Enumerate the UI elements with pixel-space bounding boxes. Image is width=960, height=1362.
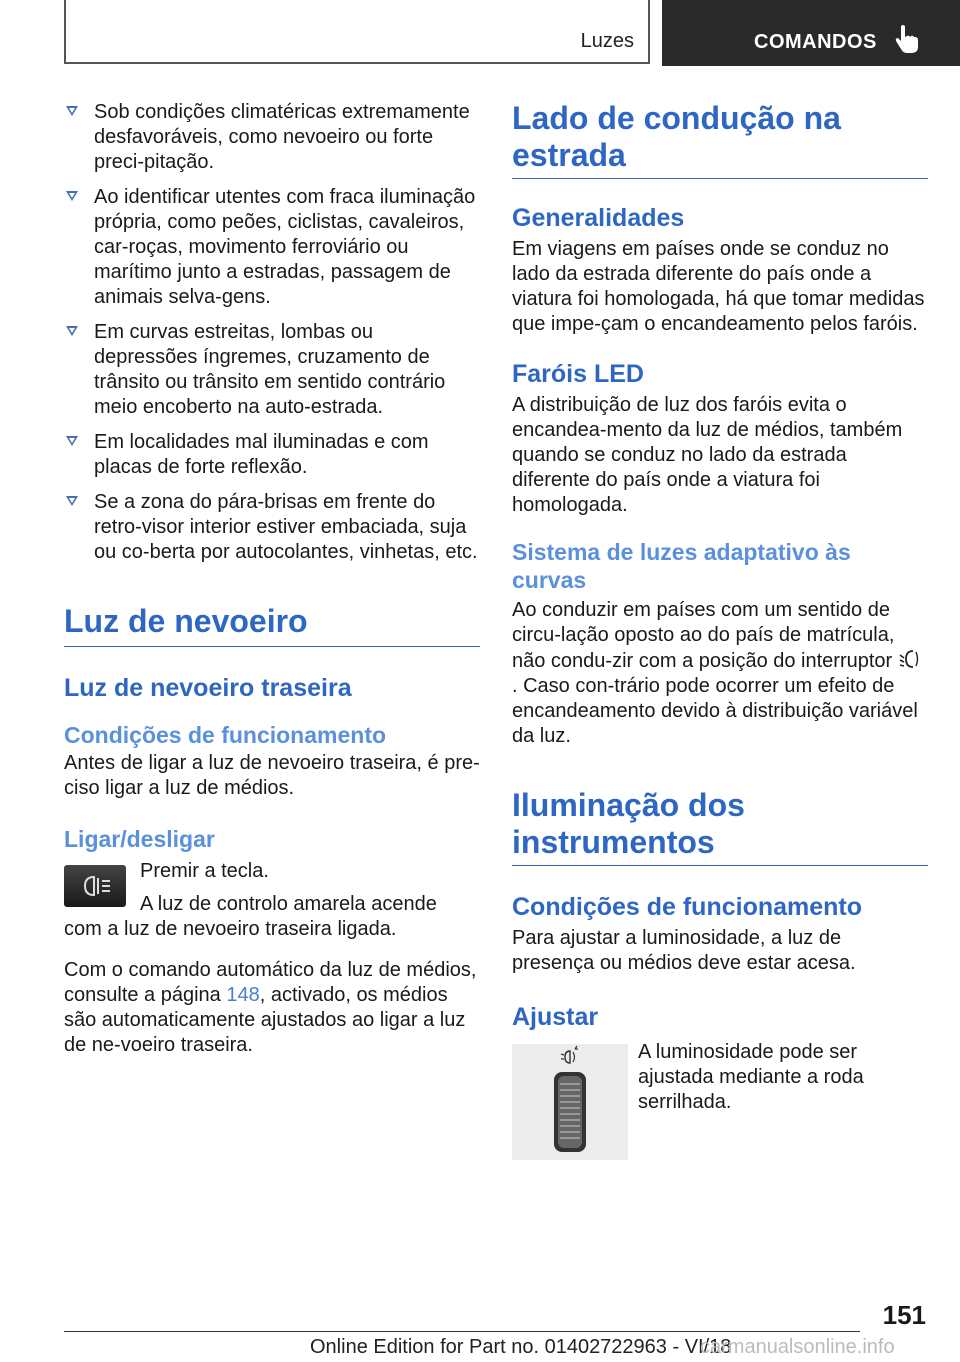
footer-edition: Online Edition for Part no. 01402722963 - VI/18	[310, 1336, 732, 1358]
paragraph-adjust: A luminosidade pode ser ajustada mediante a roda serrilhada.	[638, 1041, 864, 1113]
side-heading-block	[512, 100, 928, 179]
triangle-bullet-icon	[66, 436, 78, 446]
triangle-bullet-icon	[66, 191, 78, 201]
header-chapter-title: COMANDOS	[754, 31, 877, 53]
left-column	[64, 100, 480, 1058]
heading-adaptive: Sistema de luzes adaptativo às curvas	[512, 539, 851, 593]
paragraph-adaptive: Ao conduzir em países com um sentido de circu-lação oposto ao do país de matrícula, não condu-zir com a posição do interruptor . Caso con-trário pode ocorrer um efeito de encandeamento devido à distribuição variável da luz.	[512, 598, 928, 749]
heading-instrument-lighting: Iluminação dos instrumentos	[512, 787, 745, 860]
conditions-list	[64, 100, 480, 565]
header-section-box	[64, 0, 650, 64]
paragraph-auto-beam: Com o comando automático da luz de médios, consulte a página 148, activado, os médios são automaticamente ajustados ao ligar a luz de ne-voeiro traseira.	[64, 959, 477, 1056]
triangle-bullet-icon	[66, 326, 78, 336]
heading-led: Faróis LED	[512, 360, 644, 388]
paragraph-general: Em viagens em países onde se conduz no lado da estrada diferente do país onde a viatura foi homologada, há que tomar medidas que impe-çam o encandeamento pelos faróis.	[512, 238, 925, 335]
rear-fog-light-button-icon	[64, 865, 126, 907]
list-item: Sob condições climatéricas extremamente desfavoráveis, como nevoeiro ou forte preci-pitação.	[64, 100, 480, 175]
fog-heading-block	[64, 603, 480, 647]
heading-road-side: Lado de condução na estrada	[512, 100, 841, 173]
list-item: Se a zona do pára-brisas em frente do retro-visor interior estiver embaciada, suja ou co-berta por autocolantes, vinhetas, etc.	[64, 490, 480, 565]
heading-general: Generalidades	[512, 204, 685, 232]
header-section-title: Luzes	[580, 30, 634, 52]
triangle-bullet-icon	[66, 496, 78, 506]
footer-divider	[64, 1331, 860, 1332]
triangle-bullet-icon	[66, 106, 78, 116]
right-column	[512, 100, 928, 1164]
pointing-hand-icon	[894, 24, 920, 54]
list-item: Em localidades mal iluminadas e com placas de forte reflexão.	[64, 430, 480, 480]
page-link[interactable]: 148	[226, 984, 260, 1006]
knurled-wheel-icon	[512, 1044, 628, 1160]
low-beam-switch-icon	[898, 648, 924, 670]
paragraph-conditions: Antes de ligar a luz de nevoeiro traseira, é pre-ciso ligar a luz de médios.	[64, 752, 480, 799]
footer-watermark: carmanualsonline.info	[700, 1336, 895, 1358]
button-instruction	[64, 859, 480, 942]
heading-fog-light: Luz de nevoeiro	[64, 603, 308, 639]
list-item: Em curvas estreitas, lombas ou depressões íngremes, cruzamento de trânsito ou trânsito em sentido contrário meio encoberto na auto-estrada.	[64, 320, 480, 420]
list-item: Ao identificar utentes com fraca iluminação própria, como peões, ciclistas, cavaleiros, car-roças, movimento ferroviário ou marítimo junto a estradas, passagem de animais selva-gens.	[64, 185, 480, 310]
heading-operating-conditions-instr: Condições de funcionamento	[512, 893, 863, 921]
header-chapter-box	[662, 0, 960, 66]
page-number: 151	[882, 1300, 926, 1330]
paragraph-indicator: A luz de controlo amarela acende com a luz de nevoeiro traseira ligada.	[64, 893, 437, 940]
heading-on-off: Ligar/desligar	[64, 826, 215, 852]
paragraph-led: A distribuição de luz dos faróis evita o encandea-mento da luz de médios, também quando se conduz no lado da estrada diferente do país onde a viatura foi homologada.	[512, 394, 903, 516]
heading-adjust: Ajustar	[512, 1003, 599, 1031]
heading-operating-conditions: Condições de funcionamento	[64, 722, 387, 748]
adjust-block	[512, 1041, 928, 1164]
instruments-heading-block	[512, 787, 928, 866]
paragraph-instr-conditions: Para ajustar a luminosidade, a luz de presença ou médios deve estar acesa.	[512, 927, 856, 974]
heading-rear-fog: Luz de nevoeiro traseira	[64, 674, 352, 702]
paragraph-press-key: Premir a tecla.	[140, 860, 269, 882]
